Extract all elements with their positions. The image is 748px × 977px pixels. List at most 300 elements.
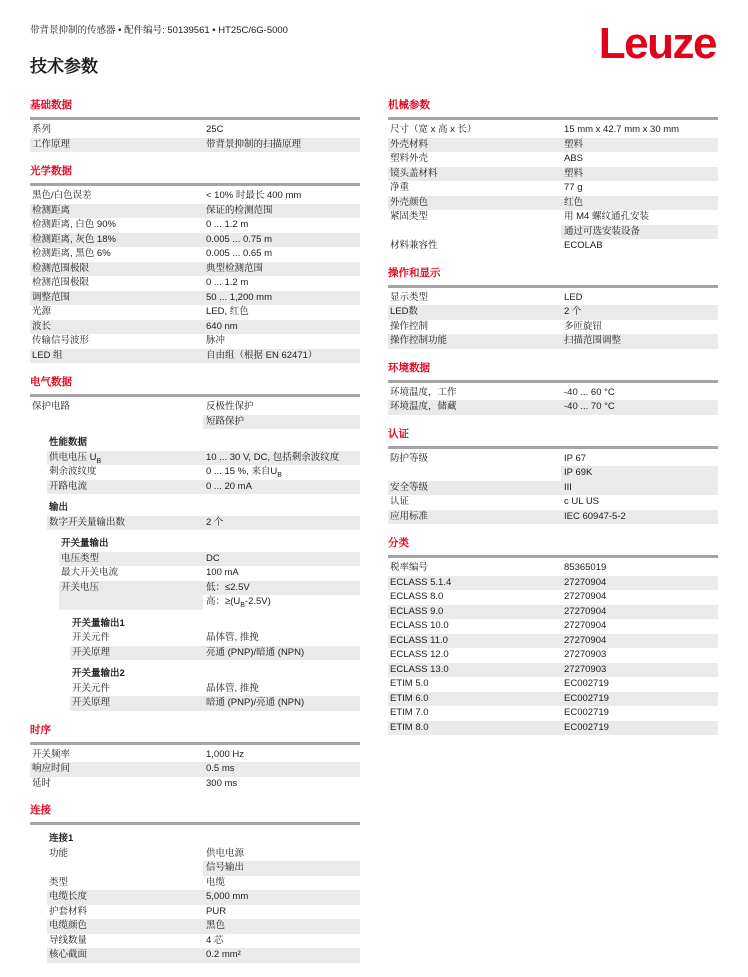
spec-values [561, 692, 718, 707]
spec-label: 类型 [49, 876, 69, 888]
spec-row [388, 721, 718, 736]
spec-values [203, 631, 360, 646]
spec-label: 检测距离, 灰色 18% [30, 233, 203, 248]
spec-row [388, 181, 718, 196]
spec-values [203, 400, 360, 429]
spec-value: 红色 [561, 196, 718, 211]
spec-value: 供电电源 [206, 847, 245, 859]
spec-value: 0.005 ... 0.65 m [206, 248, 273, 259]
section-title: 连接 [30, 804, 51, 816]
spec-row [388, 706, 718, 721]
spec-value: 100 mA [206, 567, 239, 578]
spec-label: 黑色/白色误差 [32, 190, 92, 201]
spec-value: 扫描范围调整 [561, 334, 718, 349]
spec-value: 27270904 [561, 576, 718, 591]
spec-row [30, 262, 360, 277]
spec-label: 税率编号 [390, 562, 429, 573]
spec-row [388, 291, 718, 306]
spec-row [388, 386, 718, 401]
spec-label: 供电电压 $U_B$ [47, 451, 203, 466]
product-meta-line: 带背景抑制的传感器 • 配件编号: 50139561 • HT25C/6G-5000 [30, 25, 288, 36]
spec-value: 亮通 (PNP)/暗通 (NPN) [203, 646, 360, 661]
spec-values [203, 334, 360, 349]
spec-value: 50 ... 1,200 mm [203, 291, 360, 306]
spec-subheading: 开关量输出 [61, 538, 109, 549]
spec-value: 多匝旋钮 [564, 320, 603, 332]
spec-value: 1,000 Hz [206, 748, 245, 760]
spec-label: ECLASS 11.0 [388, 634, 561, 649]
spec-row [59, 581, 360, 610]
section-title: 电气数据 [30, 376, 72, 388]
spec-row [47, 451, 360, 466]
spec-row [30, 400, 360, 429]
spec-values [561, 386, 718, 401]
section-rule [388, 446, 718, 449]
spec-label: 响应时间 [30, 762, 203, 777]
spec-values [203, 566, 360, 581]
spec-row [47, 934, 360, 949]
section [388, 426, 718, 525]
spec-value: 0.005 ... 0.75 m [203, 233, 360, 248]
spec-value: 电缆 [206, 876, 226, 888]
spec-label: 紧固类型 [390, 211, 429, 222]
spec-value: 自由组（根据 EN 62471） [203, 349, 360, 364]
spec-row [388, 561, 718, 576]
spec-values [203, 516, 360, 531]
spec-values [561, 721, 718, 736]
spec-value: PUR [206, 905, 227, 917]
spec-values [561, 619, 718, 634]
spec-values [561, 648, 718, 663]
spec-value: EC002719 [561, 692, 718, 707]
spec-values [561, 400, 718, 415]
spec-value: 0.5 ms [203, 762, 360, 777]
spec-values [203, 762, 360, 777]
spec-label: 数字开关量输出数 [47, 516, 203, 531]
spec-value: ABS [564, 153, 584, 164]
section-title: 认证 [388, 427, 409, 440]
section-title: 基础数据 [30, 99, 72, 111]
spec-value: ECOLAB [564, 240, 603, 251]
spec-values [561, 634, 718, 649]
spec-row [388, 634, 718, 649]
spec-value: 晶体管, 推挽 [206, 682, 259, 694]
spec-values [203, 320, 360, 335]
section-title: 时序 [30, 723, 51, 736]
spec-value: 27270904 [561, 605, 718, 620]
spec-row [388, 481, 718, 496]
spec-value: IEC 60947-5-2 [561, 510, 718, 525]
spec-row [70, 682, 360, 697]
spec-row [30, 334, 360, 349]
section [388, 265, 718, 349]
spec-label: 光源 [32, 306, 52, 317]
spec-label: 调整范围 [30, 291, 203, 306]
spec-row [47, 948, 360, 963]
spec-label: 外壳材料 [388, 138, 561, 153]
spec-value: 短路保护 [203, 415, 360, 430]
spec-subheading: 性能数据 [49, 437, 88, 448]
section-title: 操作和显示 [388, 266, 441, 279]
spec-label: 显示类型 [390, 291, 429, 303]
spec-values [561, 196, 718, 211]
spec-value: LED [564, 291, 583, 303]
section-rule [30, 822, 360, 825]
spec-label: 检测距离 [30, 204, 203, 219]
spec-label: 波长 [30, 320, 203, 335]
section-rule [388, 117, 718, 120]
spec-row [388, 196, 718, 211]
spec-row [388, 167, 718, 182]
spec-value: 0 ... 1.2 m [206, 277, 249, 288]
spec-label: 塑料外壳 [390, 153, 429, 164]
section [388, 535, 718, 735]
spec-value: 0 ... 1.2 m [206, 219, 249, 230]
spec-label: ECLASS 5.1.4 [388, 576, 561, 591]
spec-values [561, 481, 718, 496]
spec-values [203, 291, 360, 306]
spec-subheading: 开关量输出1 [72, 617, 125, 629]
spec-label: ECLASS 10.0 [390, 620, 449, 631]
spec-label: LED 组 [30, 349, 203, 364]
section-rule [30, 742, 360, 745]
spec-value: EC002719 [564, 678, 609, 689]
spec-values [203, 247, 360, 262]
spec-label: 操作控制 [390, 320, 429, 332]
spec-values [203, 748, 360, 763]
spec-label: 检测距离, 黑色 6% [32, 248, 111, 259]
spec-row [30, 777, 360, 792]
spec-value: 带背景抑制的扫描原理 [203, 138, 360, 153]
spec-label: LED数 [388, 305, 561, 320]
spec-values [203, 890, 360, 905]
spec-values [203, 138, 360, 153]
spec-values [561, 181, 718, 196]
spec-value: 10 ... 30 V, DC, 包括剩余波纹度 [203, 451, 360, 466]
spec-label: 开路电流 [47, 480, 203, 495]
section-title: 机械参数 [388, 99, 430, 111]
spec-values [203, 847, 360, 876]
section-rule [30, 117, 360, 120]
spec-row [30, 138, 360, 153]
spec-row [388, 239, 718, 254]
spec-values [561, 123, 718, 138]
spec-values [203, 581, 360, 610]
spec-label: 护套材料 [49, 905, 88, 917]
spec-label: 检测范围极限 [30, 262, 203, 277]
spec-label: 安全等级 [388, 481, 561, 496]
spec-values [203, 682, 360, 697]
spec-row [388, 210, 718, 239]
spec-values [561, 334, 718, 349]
spec-label: 电缆颜色 [47, 919, 203, 934]
section [30, 802, 360, 963]
spec-row [388, 663, 718, 678]
spec-row [70, 631, 360, 646]
spec-label: 系列 [32, 124, 52, 135]
spec-values [561, 152, 718, 167]
section-rule [388, 380, 718, 383]
spec-row [388, 305, 718, 320]
spec-values [203, 349, 360, 364]
spec-row [30, 305, 360, 320]
spec-label: 检测距离, 白色 90% [32, 219, 116, 230]
column-right [388, 97, 718, 746]
spec-label: 导线数量 [49, 934, 88, 946]
spec-values [203, 552, 360, 567]
spec-label: 开关原理 [70, 646, 203, 661]
spec-value: 15 mm x 42.7 mm x 30 mm [564, 124, 680, 135]
spec-label: 传输信号波形 [32, 335, 90, 346]
section [388, 97, 718, 254]
spec-values [561, 495, 718, 510]
spec-value: 77 g [564, 182, 583, 193]
spec-values [561, 561, 718, 576]
spec-row [30, 189, 360, 204]
section-title: 光学数据 [30, 165, 72, 177]
spec-value: 用 M4 螺纹通孔安装 [564, 211, 649, 222]
spec-label: 功能 [49, 847, 69, 859]
spec-row [47, 890, 360, 905]
spec-value: LED, 红色 [206, 306, 249, 317]
spec-subheading: 开关量输出2 [72, 668, 125, 679]
spec-value: 2 个 [561, 305, 718, 320]
spec-row [59, 552, 360, 567]
spec-label: ETIM 8.0 [388, 721, 561, 736]
spec-value: 0 ... 20 mA [203, 480, 360, 495]
spec-row [30, 204, 360, 219]
spec-label: 开关频率 [32, 748, 71, 760]
spec-label: 认证 [390, 496, 410, 507]
spec-row [388, 619, 718, 634]
spec-value: 信号输出 [203, 861, 360, 876]
spec-value: -40 ... 60 °C [564, 386, 615, 398]
spec-values [203, 123, 360, 138]
spec-values [203, 262, 360, 277]
spec-value: EC002719 [561, 721, 718, 736]
spec-label: ECLASS 8.0 [390, 591, 444, 602]
spec-label: 检测范围极限 [32, 277, 90, 288]
spec-label: 核心截面 [47, 948, 203, 963]
spec-label: ETIM 7.0 [390, 707, 429, 718]
spec-label: 开关电压 [59, 581, 203, 610]
spec-label: 延时 [32, 777, 52, 789]
spec-row [388, 692, 718, 707]
spec-row [47, 919, 360, 934]
section-title: 分类 [388, 537, 409, 549]
spec-values [203, 646, 360, 661]
spec-value: 0.2 mm² [203, 948, 360, 963]
spec-row [388, 123, 718, 138]
spec-values [203, 465, 360, 480]
spec-row [47, 847, 360, 876]
spec-value: 27270903 [564, 649, 607, 660]
spec-values [561, 605, 718, 620]
spec-values [203, 189, 360, 204]
spec-value: 脉冲 [206, 335, 226, 346]
spec-value: DC [203, 552, 360, 567]
spec-row [30, 349, 360, 364]
spec-value: III [561, 481, 718, 496]
spec-row [388, 138, 718, 153]
spec-value: 暗通 (PNP)/亮通 (NPN) [203, 696, 360, 711]
spec-value: 高：$\ge(U_B-2.5V)$ [206, 596, 271, 609]
spec-label: 开关元件 [72, 682, 111, 694]
spec-value: IP 69K [561, 466, 718, 481]
spec-row [47, 876, 360, 891]
spec-label: 保护电路 [32, 401, 71, 412]
spec-values [561, 138, 718, 153]
spec-row [388, 648, 718, 663]
spec-value: < 10% 时最长 400 mm [206, 190, 302, 201]
spec-row [30, 291, 360, 306]
column-left [30, 97, 360, 974]
spec-label: 应用标准 [388, 510, 561, 525]
spec-values [203, 876, 360, 891]
spec-value: 典型检测范围 [203, 262, 360, 277]
spec-value: 通过可选安装设备 [561, 225, 718, 240]
spec-row [388, 590, 718, 605]
spec-row [388, 576, 718, 591]
spec-value: 300 ms [206, 777, 238, 789]
spec-value: 2 个 [203, 516, 360, 531]
spec-value: 4 芯 [206, 934, 224, 946]
spec-value: 晶体管, 推挽 [206, 632, 259, 643]
spec-row [388, 320, 718, 335]
spec-values [561, 590, 718, 605]
spec-label: ECLASS 13.0 [388, 663, 561, 678]
spec-values [561, 239, 718, 254]
spec-label: 环境温度，储藏 [388, 400, 561, 415]
spec-values [561, 510, 718, 525]
spec-value: 5,000 mm [203, 890, 360, 905]
spec-values [203, 276, 360, 291]
spec-values [561, 663, 718, 678]
spec-label: 净重 [390, 182, 410, 193]
spec-label: 防护等级 [390, 452, 429, 464]
spec-values [203, 919, 360, 934]
spec-label: 最大开关电流 [61, 567, 119, 578]
spec-values [561, 210, 718, 239]
spec-value: 反极性保护 [206, 401, 254, 412]
spec-label: 剩余波纹度 [49, 466, 97, 477]
spec-row [30, 123, 360, 138]
spec-row [47, 480, 360, 495]
spec-label: 电缆长度 [47, 890, 203, 905]
spec-values [203, 233, 360, 248]
spec-values [203, 905, 360, 920]
spec-row [388, 677, 718, 692]
spec-values [203, 934, 360, 949]
spec-label: 开关元件 [72, 632, 111, 643]
spec-values [203, 305, 360, 320]
section-rule [30, 183, 360, 186]
spec-label: 外壳颜色 [388, 196, 561, 211]
spec-label: 开关原理 [70, 696, 203, 711]
spec-values [561, 452, 718, 481]
section [30, 722, 360, 792]
spec-label: ECLASS 9.0 [388, 605, 561, 620]
section [30, 163, 360, 363]
spec-values [203, 696, 360, 711]
spec-row [70, 646, 360, 661]
spec-label: 环境温度，工作 [390, 386, 457, 398]
spec-values [203, 218, 360, 233]
spec-value: 0 ... 15 %, 来自$U_B$ [206, 466, 282, 479]
spec-row [30, 748, 360, 763]
spec-row [388, 452, 718, 481]
spec-value: EC002719 [564, 707, 609, 718]
spec-row [388, 152, 718, 167]
spec-row [30, 233, 360, 248]
spec-row [47, 465, 360, 480]
spec-row [70, 696, 360, 711]
spec-row [30, 276, 360, 291]
section [30, 97, 360, 152]
spec-values [203, 948, 360, 963]
spec-values [203, 204, 360, 219]
spec-value: 塑料 [561, 138, 718, 153]
spec-label: ECLASS 12.0 [390, 649, 449, 660]
spec-value: 85365019 [564, 562, 607, 573]
spec-values [561, 291, 718, 306]
spec-row [47, 905, 360, 920]
spec-row [30, 320, 360, 335]
section-rule [388, 555, 718, 558]
spec-row [30, 218, 360, 233]
section-rule [30, 394, 360, 397]
section-title: 环境数据 [388, 361, 430, 374]
spec-value: 保证的检测范围 [203, 204, 360, 219]
spec-values [203, 777, 360, 792]
spec-value: 640 nm [203, 320, 360, 335]
spec-value: -40 ... 70 °C [561, 400, 718, 415]
spec-row [47, 516, 360, 531]
spec-values [561, 305, 718, 320]
spec-label: 镜头盖材料 [388, 167, 561, 182]
spec-value: IP 67 [564, 452, 587, 464]
spec-subheading: 连接1 [49, 833, 74, 844]
spec-label: 工作原理 [30, 138, 203, 153]
spec-row [388, 400, 718, 415]
spec-row [59, 566, 360, 581]
spec-row [30, 247, 360, 262]
spec-values [561, 706, 718, 721]
spec-row [388, 605, 718, 620]
spec-value: 27270904 [561, 634, 718, 649]
spec-values [203, 451, 360, 466]
spec-value: 27270903 [561, 663, 718, 678]
spec-row [388, 334, 718, 349]
section-rule [388, 285, 718, 288]
page-title: 技术参数 [30, 57, 98, 76]
section [388, 360, 718, 415]
spec-value: 27270904 [564, 591, 607, 602]
spec-label: ETIM 5.0 [390, 678, 429, 689]
spec-values [561, 576, 718, 591]
leuze-logo: Leuze [598, 19, 716, 68]
spec-value: 黑色 [203, 919, 360, 934]
spec-value: 25C [206, 124, 224, 135]
spec-columns [30, 97, 718, 974]
spec-value: 27270904 [564, 620, 607, 631]
spec-value: c UL US [564, 496, 600, 507]
spec-values [561, 167, 718, 182]
spec-row [30, 762, 360, 777]
spec-label: 尺寸（宽 x 高 x 长） [390, 124, 477, 135]
spec-value: 塑料 [561, 167, 718, 182]
spec-values [561, 320, 718, 335]
